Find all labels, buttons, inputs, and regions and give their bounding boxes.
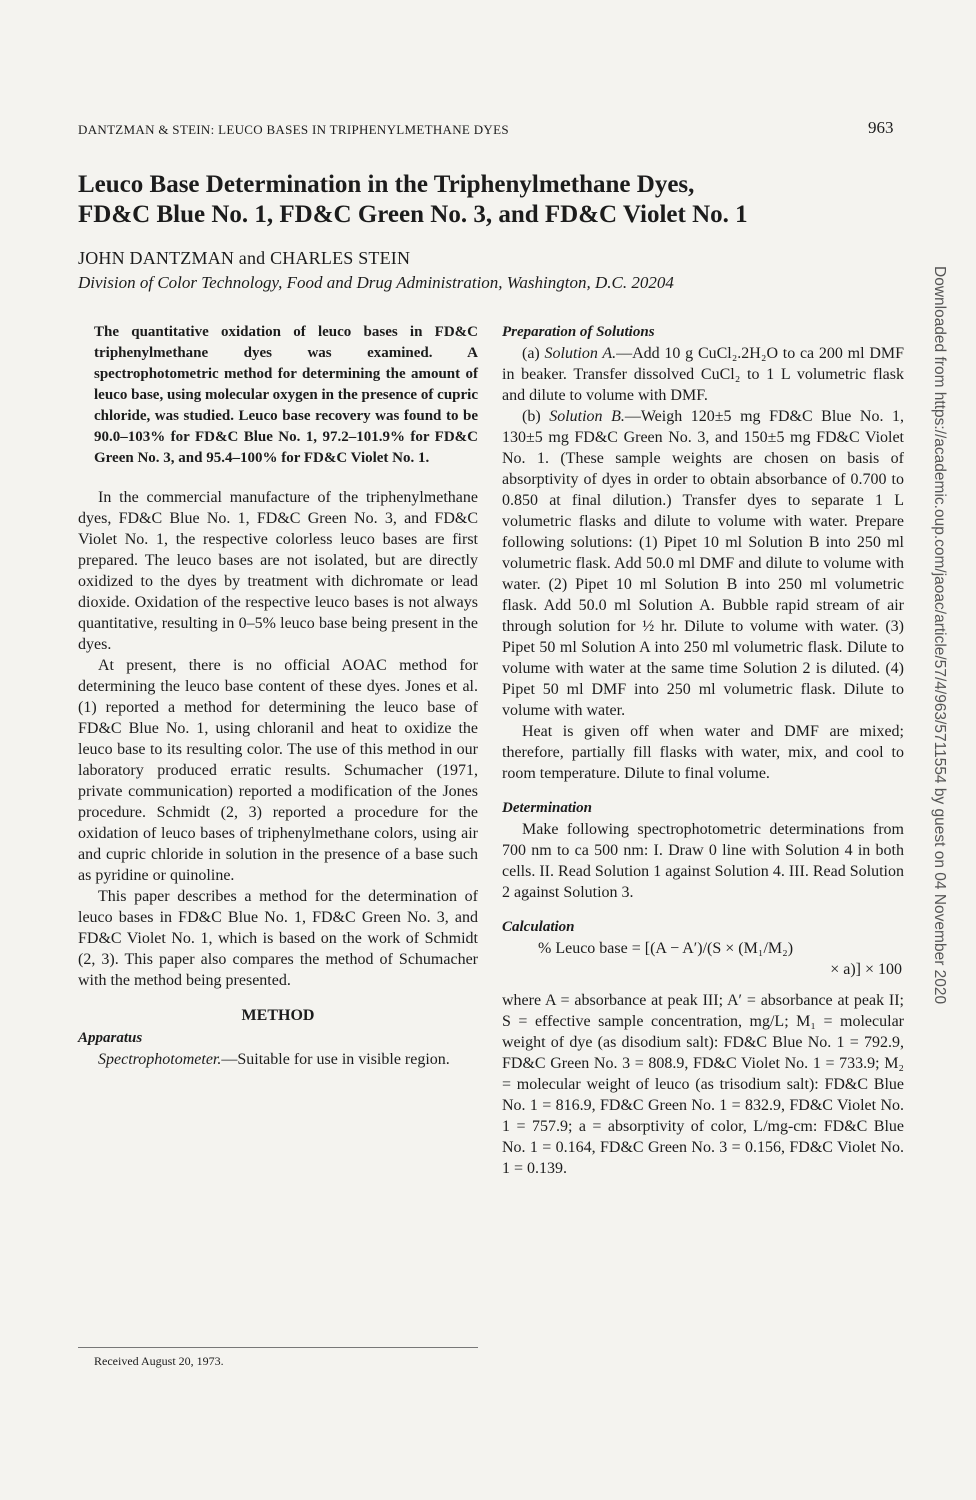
title-line-1: Leuco Base Determination in the Triphenylmethane Dyes, (78, 171, 695, 198)
running-head: DANTZMAN & STEIN: LEUCO BASES IN TRIPHENYLMETHANE DYES (78, 122, 509, 137)
download-note: Downloaded from https://academic.oup.com/jaoac/article/57/4/963/5711554 by guest on 04 November 2020 (931, 266, 948, 1005)
intro-paragraph-2: At present, there is no official AOAC method for determining the leuco base content of these dyes. Jones et al. (1) reported a method for determining the leuco base of FD&C Blue No. 1, using chloranil and heat to oxidize the leuco base to its resulting color. The use of this method in our laboratory produced erratic results. Schumacher (1971, private communication) reported a modification of the Jones procedure. Schmidt (2, 3) reported a procedure for the oxidation of leuco bases of triphenylmethane colors, using air and cupric chloride in solution in the presence of a base such as pyridine or quinoline. (78, 657, 478, 884)
authors: JOHN DANTZMAN and CHARLES STEIN (78, 248, 411, 268)
affiliation: Division of Color Technology, Food and Drug Administration, Washington, D.C. 20204 (78, 273, 674, 292)
solution-a-name: Solution A. (544, 345, 617, 362)
solution-b-paragraph (502, 406, 904, 721)
apparatus-heading: Apparatus (78, 1030, 143, 1046)
preparation-heading: Preparation of Solutions (502, 324, 655, 340)
solution-b-text: —Weigh 120±5 mg FD&C Blue No. 1, 130±5 mg FD&C Green No. 3, and 150±5 mg FD&C Violet No. 1. (These sample weights are chosen on basis of absorptivity of dyes in order to obtain absorbance of 0.700 to 0.850 at final dilution.) Transfer dyes to separate 1 L volumetric flasks and dilute to volume with water. Prepare following solutions: (1) Pipet 10 ml Solution B into 250 ml volumetric flask. Add 50.0 ml DMF and dilute to volume with water. (2) Pipet 10 ml Solution B into 250 ml volumetric flask. Add 50.0 ml Solution A. Bubble rapid stream of air through solution for ½ hr. Dilute to volume with water. (3) Pipet 50 ml Solution A into 250 ml volumetric flask. Dilute to volume with water at the same time Solution 2 is diluted. (4) Pipet 50 ml DMF into 250 ml volumetric flask. Dilute to volume with water. (502, 408, 905, 719)
equation-line-1: % Leuco base = [(A − A′)/(S × (M₁/M₂) (538, 940, 794, 957)
calculation-heading: Calculation (502, 919, 575, 935)
equation-line-2: × a)] × 100 (830, 961, 902, 978)
solution-b-name: Solution B. (549, 408, 625, 425)
solution-a-text: —Add 10 g CuCl₂.2H₂O to ca 200 ml DMF in beaker. Transfer dissolved CuCl₂ to 1 L volumetric flask and dilute to volume with DMF. (502, 345, 904, 404)
abstract: The quantitative oxidation of leuco bases in FD&C triphenylmethane dyes was examined. A spectrophotometric method for determining the amount of leuco base, using molecular oxygen in the presence of cupric chloride, was studied. Leuco base recovery was found to be 90.0–103% for FD&C Blue No. 1, 97.2–101.9% for FD&C Green No. 3, and 95.4–100% for FD&C Violet No. 1. (94, 324, 478, 466)
apparatus-term: Spectrophotometer. (98, 1051, 222, 1068)
apparatus-paragraph (78, 1049, 478, 1070)
footnote: Received August 20, 1973. (94, 1354, 224, 1368)
intro-paragraph-3: This paper describes a method for the determination of leuco bases in FD&C Blue No. 1, FD&C Green No. 3, and FD&C Violet No. 1, which is based on the work of Schmidt (2, 3). This paper also compares the method of Schumacher with the method being presented. (78, 888, 478, 989)
solution-a-label: (a) (522, 345, 540, 362)
solution-a-paragraph (502, 343, 904, 406)
apparatus-text: —Suitable for use in visible region. (221, 1051, 450, 1068)
where-paragraph: where A = absorbance at peak III; A′ = absorbance at peak II; S = effective sample concentration, mg/L; M₁ = molecular weight of dye (as disodium salt): FD&C Blue No. 1 = 792.9, FD&C Green No. 3 = 808.9, FD&C Violet No. 1 = 733.9; M₂ = molecular weight of leuco (as trisodium salt): FD&C Blue No. 1 = 816.9, FD&C Green No. 1 = 832.9, FD&C Violet No. 1 = 757.9; a = absorptivity of color, L/mg-cm: FD&C Blue No. 1 = 0.164, FD&C Green No. 3 = 0.156, FD&C Violet No. 1 = 0.139. (502, 992, 904, 1177)
solution-b-label: (b) (522, 408, 541, 425)
left-column (78, 322, 478, 1070)
download-watermark (928, 266, 952, 1196)
determination-paragraph: Make following spectrophotometric determinations from 700 nm to ca 500 nm: I. Draw 0 line with Solution 4 in both cells. II. Read Solution 1 against Solution 4. III. Read Solution 2 against Solution 3. (502, 821, 904, 901)
method-heading: METHOD (241, 1007, 315, 1024)
page-number: 963 (868, 118, 894, 137)
determination-heading: Determination (502, 800, 593, 816)
right-column (502, 322, 904, 1179)
intro-paragraph-1: In the commercial manufacture of the triphenylmethane dyes, FD&C Blue No. 1, FD&C Green No. 3, and FD&C Violet No. 1, the respective colorless leuco bases are first prepared. The leuco bases are not isolated, but are directly oxidized to the dyes by treatment with dichromate or lead dioxide. Oxidation of the respective leuco bases is not always quantitative, resulting in 0–5% leuco base being present in the dyes. (78, 489, 478, 653)
footnote-divider (78, 1347, 478, 1348)
heat-paragraph: Heat is given off when water and DMF are mixed; therefore, partially fill flasks with water, mix, and cool to room temperature. Dilute to final volume. (502, 723, 904, 782)
article-title (78, 170, 898, 230)
title-line-2: FD&C Blue No. 1, FD&C Green No. 3, and FD&C Violet No. 1 (78, 201, 748, 228)
